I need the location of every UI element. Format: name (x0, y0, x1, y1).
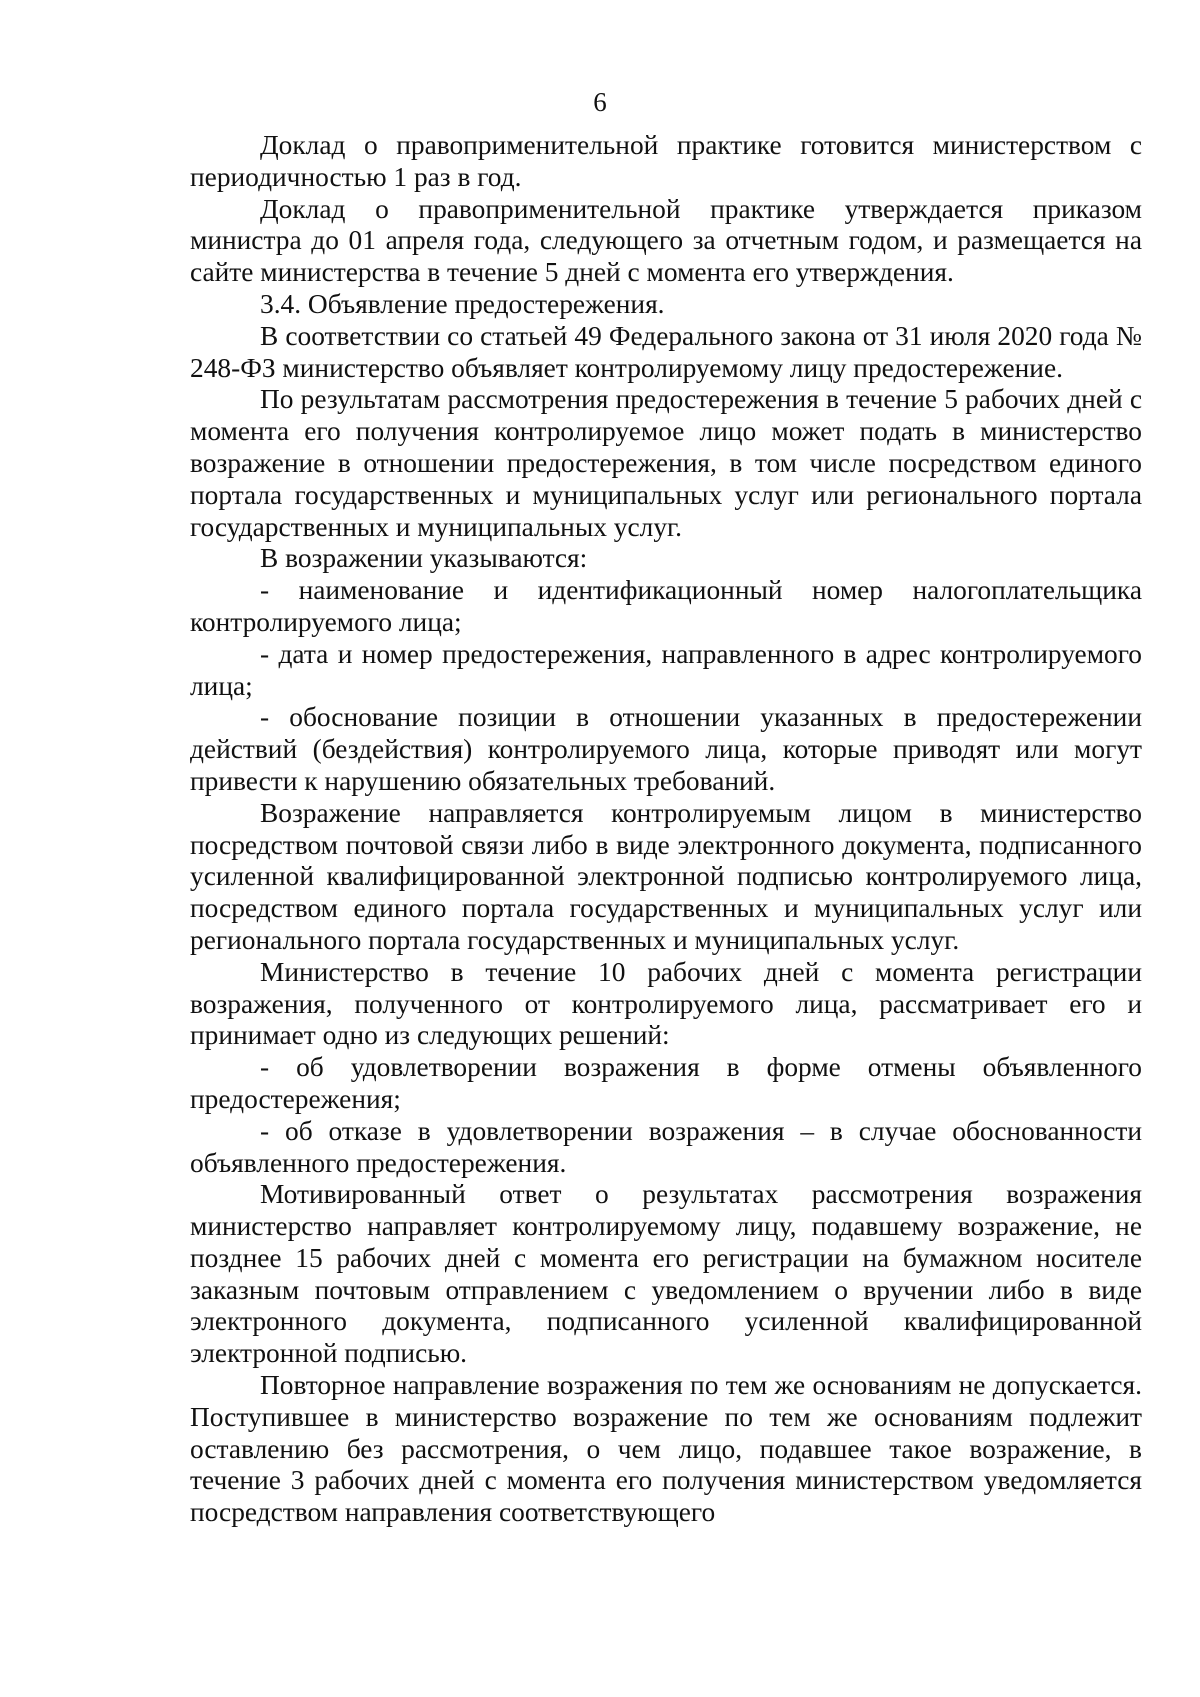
paragraph-repeated-objection: Повторное направление возражения по тем же основаниям не допускается. Поступившее в министерство возражение по тем же основаниям подлежит оставлению без рассмотрения, о чем лицо, подавшее такое возражение, в течение 3 рабочих дней с момента его получения министерством уведомляется посредством направления соответствующего (190, 1370, 1142, 1528)
list-item-warning-date-number: - дата и номер предостережения, направленного в адрес контролируемого лица; (190, 638, 1142, 701)
paragraph-report-approval: Доклад о правоприменительной практике утверждается приказом министра до 01 апреля года, следующего за отчетным годом, и размещается на сайте министерства в течение 5 дней с момента его утверждения. (190, 193, 1142, 288)
paragraph-objection-filing: По результатам рассмотрения предостережения в течение 5 рабочих дней с момента его получения контролируемое лицо может подать в министерство возражение в отношении предостережения, в том числе посредством единого портала государственных и муниципальных услуг или регионального портала государственных и муниципальных услуг. (190, 384, 1142, 542)
list-item-taxpayer-id: - наименование и идентификационный номер налогоплательщика контролируемого лица; (190, 575, 1142, 637)
document-body (190, 130, 1142, 1529)
paragraph-objection-delivery: Возражение направляется контролируемым лицом в министерство посредством почтовой связи либо в виде электронного документа, подписанного усиленной квалифицированной электронной подписью контролируемого лица, посредством единого портала государственных и муниципальных услуг или регионального портала государственных и муниципальных услуг. (190, 797, 1142, 955)
paragraph-article-49: В соответствии со статьей 49 Федерального закона от 31 июля 2020 года № 248-ФЗ министерство объявляет контролируемому лицу предостережение. (190, 320, 1142, 383)
paragraph-ministry-decision: Министерство в течение 10 рабочих дней с момента регистрации возражения, полученного от контролируемого лица, рассматривает его и принимает одно из следующих решений: (190, 956, 1142, 1051)
list-item-decision-satisfy: - об удовлетворении возражения в форме отмены объявленного предостережения; (190, 1052, 1142, 1114)
list-item-justification: - обоснование позиции в отношении указанных в предостережении действий (бездействия) контролируемого лица, которые приводят или могут привести к нарушению обязательных требований. (190, 702, 1142, 796)
list-item-decision-refuse: - об отказе в удовлетворении возражения – в случае обоснованности объявленного предостережения. (190, 1115, 1142, 1178)
paragraph-objection-contents-intro: В возражении указываются: (260, 543, 588, 574)
paragraph-report-frequency: Доклад о правоприменительной практике готовится министерством с периодичностью 1 раз в год. (190, 130, 1142, 192)
page-number: 6 (593, 87, 607, 117)
section-heading-3-4: 3.4. Объявление предостережения. (260, 288, 665, 319)
paragraph-motivated-answer: Мотивированный ответ о результатах рассмотрения возражения министерство направляет контролируемому лицу, подавшему возражение, не позднее 15 рабочих дней с момента его регистрации на бумажном носителе заказным почтовым отправлением с уведомлением о вручении либо в виде электронного документа, подписанного усиленной квалифицированной электронной подписью. (190, 1179, 1142, 1369)
